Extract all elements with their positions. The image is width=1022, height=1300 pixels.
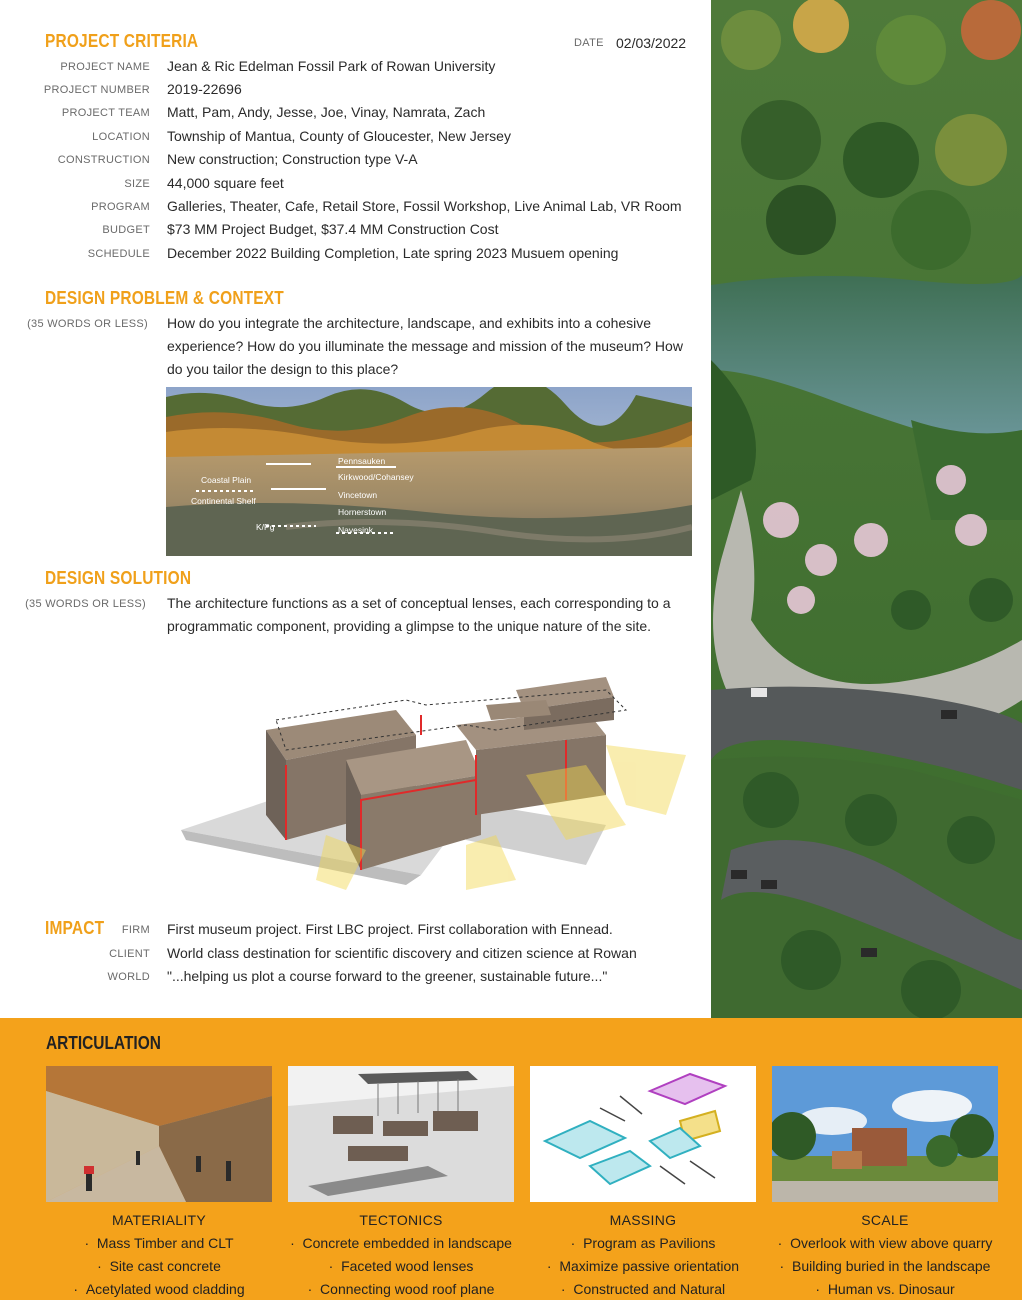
tectonics-item: · Concrete embedded in landscape [288,1232,514,1255]
program-value: Galleries, Theater, Cafe, Retail Store, Fossil Workshop, Live Animal Lab, VR Room [167,198,682,214]
card-materiality [46,1066,272,1300]
scale-image [772,1066,998,1202]
construction-label: CONSTRUCTION [57,154,150,166]
impact-firm-label: FIRM [121,924,150,936]
impact-firm-value: First museum project. First LBC project. First collaboration with Ennead. [167,921,613,937]
axonometric-diagram [166,665,692,905]
construction-value: New construction; Construction type V-A [167,151,418,167]
articulation-title: ARTICULATION [46,1033,161,1053]
design-problem-word-limit: (35 WORDS OR LESS) [27,318,148,330]
scale-item: · Human vs. Dinosaur [772,1278,998,1300]
strata-pennsauken: Pennsauken [338,456,386,466]
strata-navesink: Navesink [338,525,373,535]
quarry-strata-photo [166,387,692,556]
location-label: LOCATION [92,131,150,143]
project-number-value: 2019-22696 [167,81,242,97]
tectonics-caption: TECTONICS [359,1212,443,1228]
strata-kirkwood: Kirkwood/Cohansey [338,472,414,482]
massing-item: · Maximize passive orientation [530,1255,756,1278]
design-solution-word-limit: (35 WORDS OR LESS) [25,598,146,610]
project-number-label: PROJECT NUMBER [43,84,150,96]
date-value: 02/03/2022 [616,35,687,51]
project-criteria-title: PROJECT CRITERIA [45,31,199,51]
strata-continental-shelf: Continental Shelf [191,496,256,506]
design-problem-text: How do you integrate the architecture, landscape, and exhibits into a cohesive experience? How do you illuminate the message and mission of the museum? How do you tailor the design to this place? [167,315,683,377]
impact-title: IMPACT [45,918,105,938]
project-team-label: PROJECT TEAM [61,107,150,119]
budget-value: $73 MM Project Budget, $37.4 MM Construction Cost [167,221,499,237]
strata-hornerstown: Hornerstown [338,507,387,517]
project-team-value: Matt, Pam, Andy, Jesse, Joe, Vinay, Namrata, Zach [167,104,486,120]
strata-vincetown: Vincetown [338,490,378,500]
design-solution-text: The architecture functions as a set of conceptual lenses, each corresponding to a programmatic component, providing a glimpse to the unique nature of the site. [167,595,671,634]
tectonics-item: · Connecting wood roof plane [288,1278,514,1300]
size-value: 44,000 square feet [167,175,284,191]
materiality-item: · Mass Timber and CLT [46,1232,272,1255]
scale-caption: SCALE [861,1212,909,1228]
materiality-item: · Site cast concrete [46,1255,272,1278]
strata-coastal-plain: Coastal Plain [201,475,252,485]
program-label: PROGRAM [91,201,150,213]
aerial-site-rendering [711,0,1022,1018]
card-tectonics [288,1066,514,1300]
card-massing [530,1066,756,1300]
impact-client-value: World class destination for scientific discovery and citizen science at Rowan [167,945,637,961]
schedule-value: December 2022 Building Completion, Late spring 2023 Musuem opening [167,245,619,261]
schedule-label: SCHEDULE [87,248,150,260]
scale-item: · Overlook with view above quarry [772,1232,998,1255]
scale-item: · Building buried in the landscape [772,1255,998,1278]
project-name-value: Jean & Ric Edelman Fossil Park of Rowan University [167,58,496,74]
size-label: SIZE [124,178,150,190]
materiality-image [46,1066,272,1202]
impact-world-label: WORLD [107,971,150,983]
budget-label: BUDGET [102,224,150,236]
location-value: Township of Mantua, County of Gloucester, New Jersey [167,128,511,144]
materiality-item: · Acetylated wood cladding [46,1278,272,1300]
tectonics-image [288,1066,514,1202]
project-name-label: PROJECT NAME [60,61,150,73]
impact-client-label: CLIENT [109,948,150,960]
massing-caption: MASSING [609,1212,677,1228]
materiality-caption: MATERIALITY [111,1212,207,1228]
massing-sketch [530,1066,756,1202]
card-scale [772,1066,998,1300]
tectonics-item: · Faceted wood lenses [288,1255,514,1278]
massing-item: · Program as Pavilions [530,1232,756,1255]
design-problem-title: DESIGN PROBLEM & CONTEXT [45,288,284,308]
massing-item: · Constructed and Natural [530,1278,756,1300]
design-solution-title: DESIGN SOLUTION [45,568,192,588]
impact-world-value: "...helping us plot a course forward to the greener, sustainable future..." [167,968,608,984]
strata-kpg: K/Pg [256,522,275,532]
date-label: DATE [574,37,604,49]
